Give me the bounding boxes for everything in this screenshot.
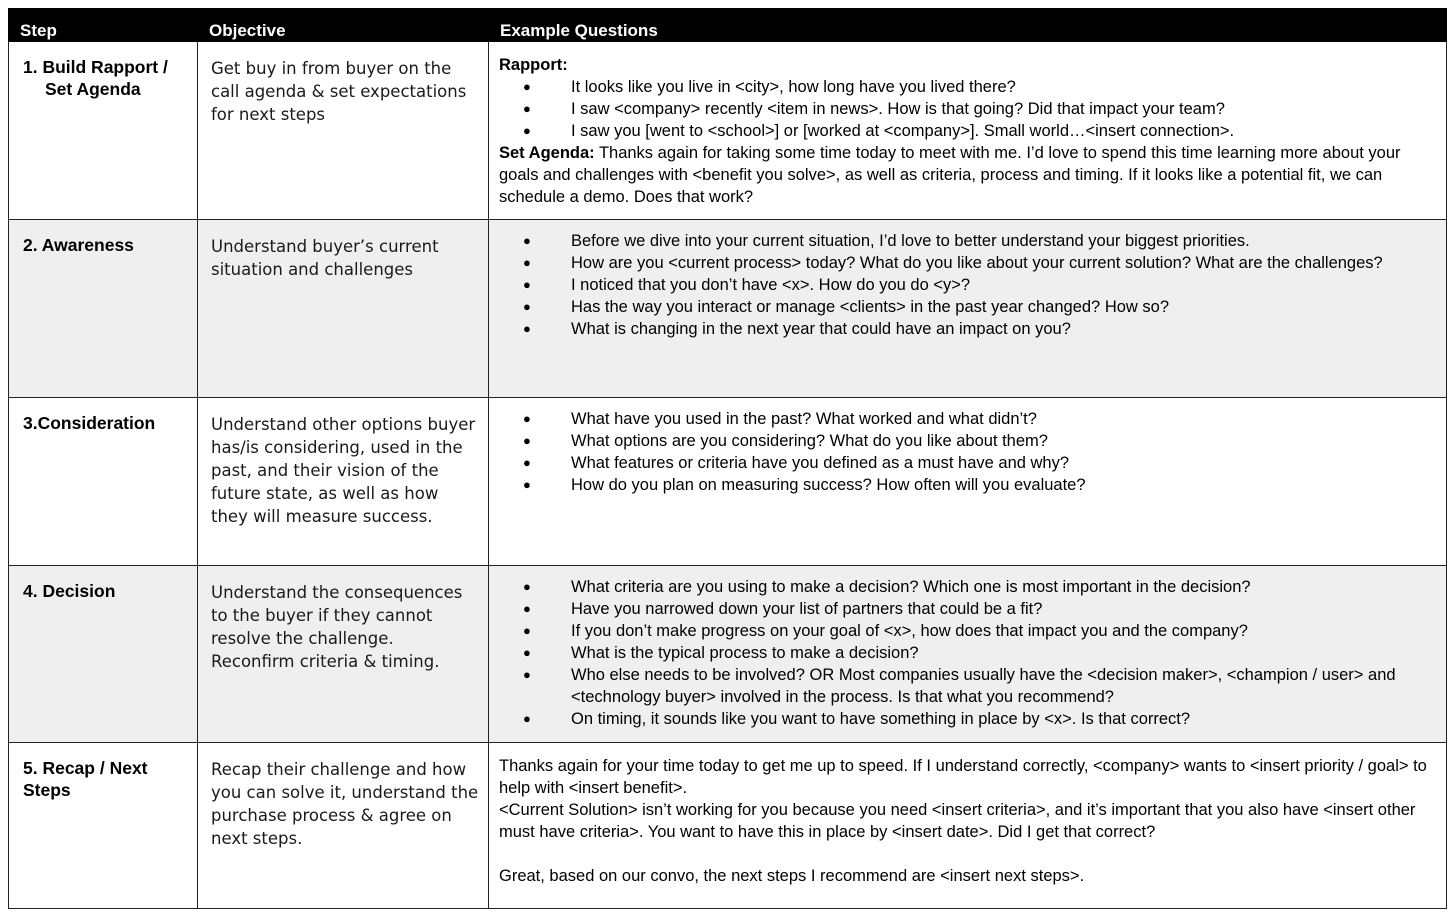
list-item: ● I noticed that you don’t have <x>. How do you do <y>? <box>499 274 1436 296</box>
table-row <box>9 220 1447 398</box>
set-agenda-text: Thanks again for taking some time today to meet with me. I’d love to spend this time learning more about your goals and challenges with <benefit you solve>, as well as criteria, process and timing. If it looks like a potential fit, we can schedule a demo. Does that work? <box>499 144 1401 206</box>
header-objective: Objective <box>198 9 489 42</box>
objective-cell: Understand other options buyer has/is considering, used in the past, and their vision of the future state, as well as how they will measure success. <box>198 398 489 566</box>
objective-cell: Recap their challenge and how you can solve it, understand the purchase process & agree on next steps. <box>198 743 489 909</box>
set-agenda-paragraph <box>499 142 1436 208</box>
next-steps-paragraph: Great, based on our convo, the next steps I recommend are <insert next steps>. <box>499 867 1085 885</box>
step-cell: 4. Decision <box>9 566 198 743</box>
question-list <box>499 576 1436 730</box>
step-cell <box>9 42 198 220</box>
table-row <box>9 743 1447 909</box>
list-item: ● If you don’t make progress on your goal of <x>, how does that impact you and the company? <box>499 620 1436 642</box>
example-questions-cell <box>489 566 1447 743</box>
sales-discovery-table <box>8 8 1447 909</box>
objective-cell: Understand buyer’s current situation and challenges <box>198 220 489 398</box>
list-item: ● I saw <company> recently <item in news>. How is that going? Did that impact your team? <box>499 98 1436 120</box>
rapport-label: Rapport: <box>499 56 568 74</box>
question-list <box>499 230 1436 340</box>
header-example-questions: Example Questions <box>489 9 1447 42</box>
example-questions-cell <box>489 743 1447 909</box>
list-item: ● Who else needs to be involved? OR Most companies usually have the <decision maker>, <champion / user> and <technology buyer> involved in the process. Is that what you recommend? <box>499 664 1436 708</box>
list-item: ● What options are you considering? What do you like about them? <box>499 430 1436 452</box>
header-step: Step <box>9 9 198 42</box>
recap-paragraph: Thanks again for your time today to get me up to speed. If I understand correctly, <company> wants to <insert priority / goal> to help with <insert benefit>. <box>499 757 1427 797</box>
recap-paragraph: <Current Solution> isn’t working for you because you need <insert criteria>, and it’s important that you also have <insert other must have criteria>. You want to have this in place by <insert date>. Did I get that correct? <box>499 801 1416 841</box>
set-agenda-label: Set Agenda: <box>499 144 595 162</box>
list-item: ● What criteria are you using to make a decision? Which one is most important in the decision? <box>499 576 1436 598</box>
table-row <box>9 566 1447 743</box>
example-questions-cell <box>489 220 1447 398</box>
list-item: ● On timing, it sounds like you want to have something in place by <x>. Is that correct? <box>499 708 1436 730</box>
table-row <box>9 42 1447 220</box>
example-questions-cell <box>489 398 1447 566</box>
example-questions-cell <box>489 42 1447 220</box>
header-row <box>9 9 1447 42</box>
step-cell <box>9 743 198 909</box>
step-label-line2: Steps <box>23 780 71 800</box>
list-item: ● Has the way you interact or manage <clients> in the past year changed? How so? <box>499 296 1436 318</box>
list-item: ● What is changing in the next year that could have an impact on you? <box>499 318 1436 340</box>
objective-cell: Get buy in from buyer on the call agenda & set expectations for next steps <box>198 42 489 220</box>
step-label-line2: Set Agenda <box>45 79 141 99</box>
step-cell: 3.Consideration <box>9 398 198 566</box>
list-item: ● What features or criteria have you defined as a must have and why? <box>499 452 1436 474</box>
list-item: ● What have you used in the past? What worked and what didn’t? <box>499 408 1436 430</box>
list-item: ● What is the typical process to make a decision? <box>499 642 1436 664</box>
list-item: ● Before we dive into your current situation, I’d love to better understand your biggest priorities. <box>499 230 1436 252</box>
list-item: ● How do you plan on measuring success? How often will you evaluate? <box>499 474 1436 496</box>
step-label-line1: 1. Build Rapport / <box>23 57 168 77</box>
list-item: ● Have you narrowed down your list of partners that could be a fit? <box>499 598 1436 620</box>
list-item: ● It looks like you live in <city>, how long have you lived there? <box>499 76 1436 98</box>
list-item: ● I saw you [went to <school>] or [worked at <company>]. Small world…<insert connection>. <box>499 120 1436 142</box>
list-item: ● How are you <current process> today? What do you like about your current solution? What are the challenges? <box>499 252 1436 274</box>
table-row <box>9 398 1447 566</box>
question-list <box>499 408 1436 496</box>
step-label-line1: 5. Recap / Next <box>23 758 148 778</box>
rapport-list <box>499 76 1436 142</box>
step-cell: 2. Awareness <box>9 220 198 398</box>
objective-cell: Understand the consequences to the buyer if they cannot resolve the challenge. Reconfirm criteria & timing. <box>198 566 489 743</box>
